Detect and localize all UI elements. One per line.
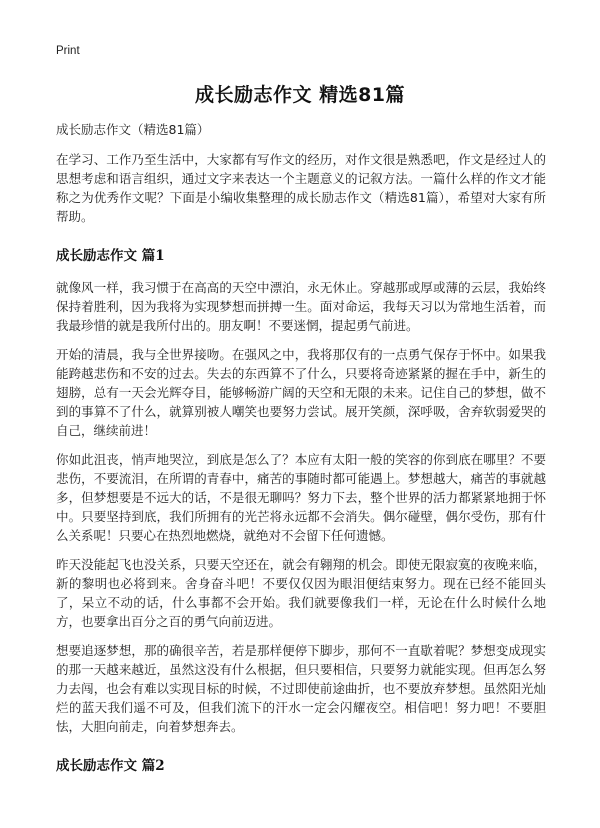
document-title: 成长励志作文 精选81篇 xyxy=(194,84,406,106)
section-1-paragraph-2: 开始的清晨，我与全世界接吻。在强风之中，我将那仅有的一点勇气保存于怀中。如果我能跨越悲伤和不安的过去。失去的东西算不了什么，只要将奇迹紧紧的握在手中，新生的翅膀，总有一天会光辉夺目，能够畅游广阔的天空和无限的未来。记住自己的梦想，做不到的事算不了什么，就算别被人嘲笑也要努力尝试。展开笑颜，深呼吸，舍弃软弱爱哭的自己，继续前进！ xyxy=(56,347,546,438)
document-body xyxy=(56,150,546,788)
section-heading-1: 成长励志作文 篇1 xyxy=(56,248,165,264)
section-1-paragraph-4: 昨天没能起飞也没关系，只要天空还在，就会有翱翔的机会。即使无限寂寞的夜晚来临，新的黎明也必将到来。舍身奋斗吧！不要仅仅因为眼泪便结束努力。现在已经不能回头了，呆立不动的话，什么事都不会开始。我们就要像我们一样，无论在什么时候什么地方，也要拿出百分之百的勇气向前迈进。 xyxy=(56,557,546,629)
document-subtitle: 成长励志作文（精选81篇） xyxy=(56,122,210,137)
section-1-paragraph-3: 你如此沮丧，悄声地哭泣，到底是怎么了？本应有太阳一般的笑容的你到底在哪里？不要悲伤，不要流泪，在所谓的青春中，痛苦的事随时都可能遇上。梦想越大，痛苦的事就越多，但梦想要是不远大的话，不是很无聊吗？努力下去，整个世界的活力都紧紧地拥于怀中。只要坚持到底，我们所拥有的光芒将永远都不会消失。偶尔碰壁，偶尔受伤，那有什么关系呢！只要心在热烈地燃烧，就绝对不会留下任何遗憾。 xyxy=(56,452,546,543)
print-label: Print xyxy=(56,45,80,57)
section-1-paragraph-5: 想要追逐梦想，那的确很辛苦，若是那样便停下脚步，那何不一直歇着呢？梦想变成现实的那一天越来越近，虽然这没有什么根据，但只要相信，只要努力就能实现。但再怎么努力去闯，也会有难以实现目标的时候，不过即使前途曲折，也不要放弃梦想。虽然阳光灿烂的蓝天我们遥不可及，但我们流下的汗水一定会闪耀夜空。相信吧！努力吧！不要胆怯，大胆向前走，向着梦想奔去。 xyxy=(56,643,546,734)
section-1-paragraph-1: 就像风一样，我习惯于在高高的天空中漂泊，永无休止。穿越那或厚或薄的云层，我始终保持着胜利，因为我将为实现梦想而拼搏一生。面对命运，我每天习以为常地生活着，而我最珍惜的就是我所付出的。朋友啊！不要迷惘，提起勇气前进。 xyxy=(56,280,546,333)
section-heading-2: 成长励志作文 篇2 xyxy=(56,758,165,774)
intro-paragraph: 在学习、工作乃至生活中，大家都有写作文的经历，对作文很是熟悉吧，作文是经过人的思想考虑和语言组织，通过文字来表达一个主题意义的记叙方法。一篇什么样的作文才能称之为优秀作文呢？下面是小编收集整理的成长励志作文（精选81篇），希望对大家有所帮助。 xyxy=(56,152,546,224)
